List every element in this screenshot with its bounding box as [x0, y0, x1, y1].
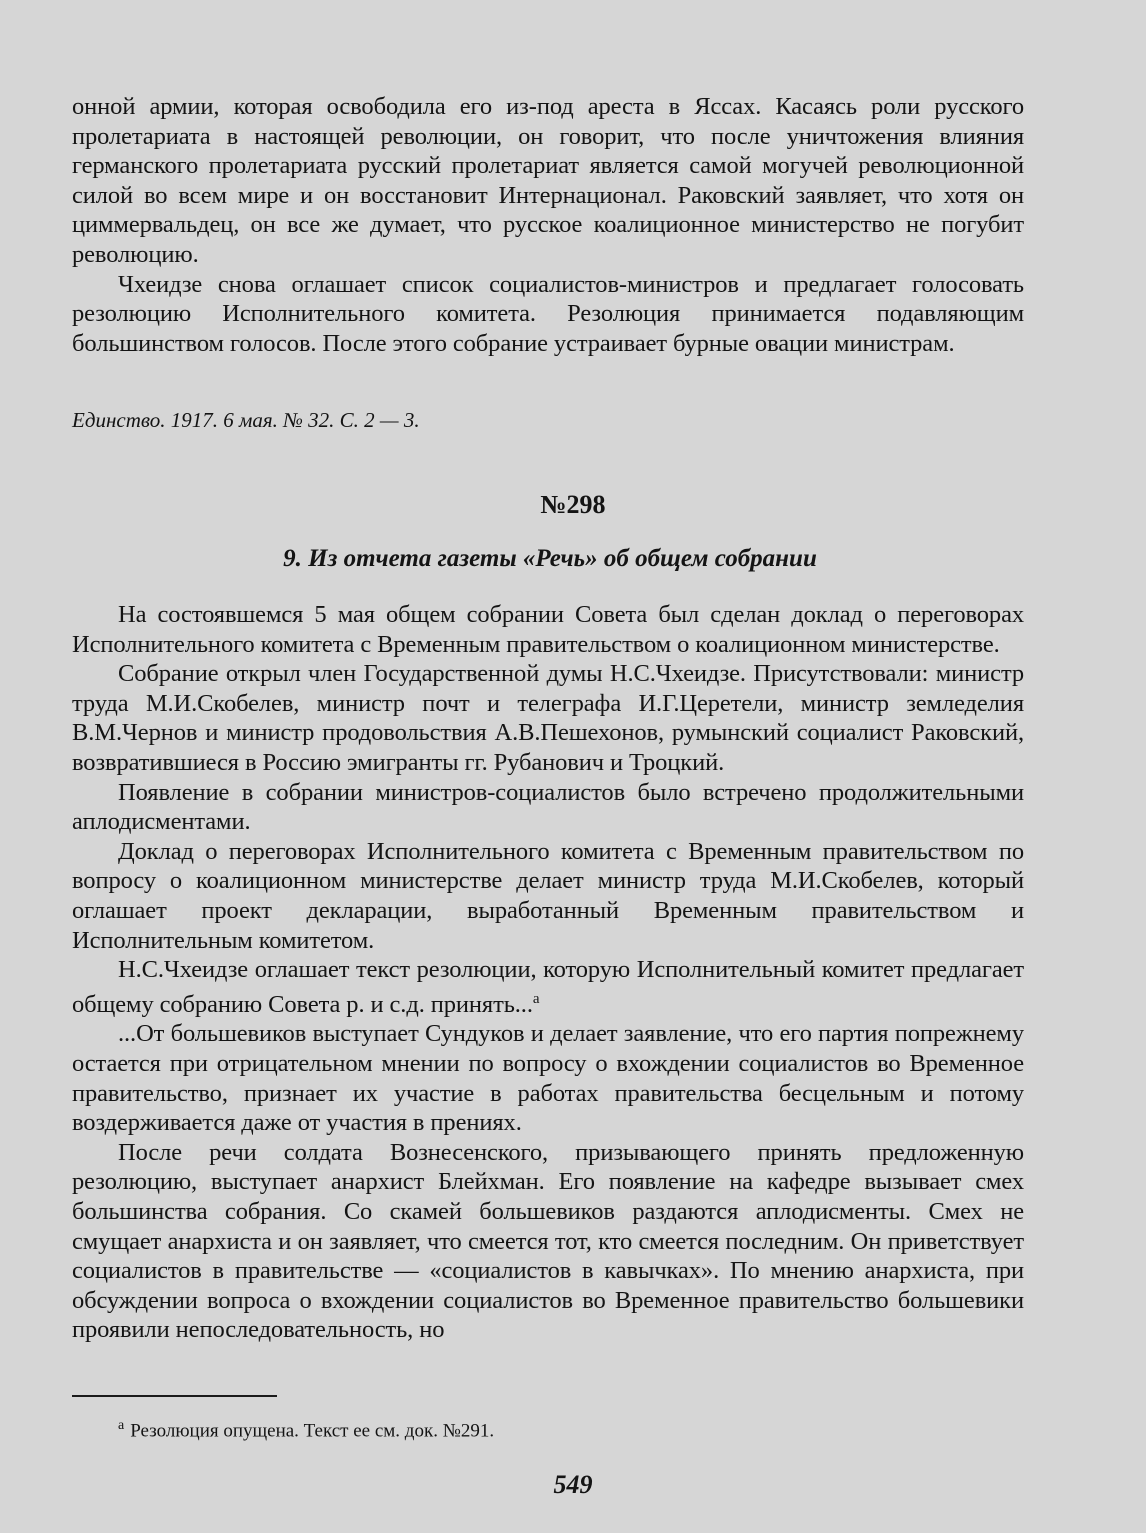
paragraph: Появление в собрании министров-социалистов было встречено продолжительными аплодисментами. [72, 778, 1024, 836]
paragraph: После речи солдата Вознесенского, призывающего принять предложенную резолюцию, выступает анархист Блейхман. Его появление на кафедре вызывает смех большинства собрания. Со скамей большевиков раздаются аплодисменты. Смех не смущает анархиста и он заявляет, что смеется тот, кто смеется последним. Он приветствует социалистов в правительстве — «социалистов в кавычках». По мнению анархиста, при обсуждении вопроса о вхождении социалистов во Временное правительство большевики проявили непоследовательность, но [72, 1138, 1024, 1344]
paragraph: ...От большевиков выступает Сундуков и делает заявление, что его партия попрежнему остается при отрицательном мнении по вопросу о вхождении социалистов во Временное правительство, признает их участие в работах правительства бесцельным и потому воздерживается даже от участия в прениях. [72, 1020, 1024, 1137]
source-citation: Единство. 1917. 6 мая. № 32. С. 2 — 3. [72, 408, 420, 432]
paragraph: Доклад о переговорах Исполнительного комитета с Временным правительством по вопросу о коалиционном министерстве делает министр труда М.И.Скобелев, который оглашает проект декларации, выработанный Временным правительством и Исполнительным комитетом. [72, 837, 1024, 954]
resolution-text: Н.С.Чхеидзе оглашает текст резолюции, которую Исполнительный комитет предлагает общему собранию Совета р. и с.д. принять... [72, 956, 1024, 1018]
footnote-reference[interactable]: a [532, 990, 540, 1007]
paragraph: онной армии, которая освободила его из-под ареста в Яссах. Касаясь роли русского пролетариата в настоящей революции, он говорит, что после уничтожения влияния германского пролетариата русский пролетариат является самой могучей революционной силой во всем мире и он восстановит Интернационал. Раковский заявляет, что хотя он циммервальдец, он все же думает, что русское коалиционное министерство не погубит революцию. [72, 93, 1024, 268]
footnote [118, 1418, 494, 1442]
footnote-text: Резолюция опущена. Текст ее см. док. №291. [130, 1420, 495, 1442]
main-text-block [72, 600, 1024, 1345]
paragraph: Чхеидзе снова оглашает список социалистов-министров и предлагает голосовать резолюцию Исполнительного комитета. Резолюция принимается подавляющим большинством голосов. После этого собрание устраивает бурные овации министрам. [72, 270, 1024, 357]
document-title: 9. Из отчета газеты «Речь» об общем собрании [283, 545, 817, 572]
footnote-mark: a [118, 1418, 125, 1433]
top-text-block [72, 92, 1024, 358]
footnote-divider [72, 1395, 277, 1397]
paragraph [72, 955, 1024, 1019]
paragraph: Собрание открыл член Государственной думы Н.С.Чхеидзе. Присутствовали: министр труда М.И.Скобелев, министр почт и телеграфа И.Г.Церетели, министр земледелия В.М.Чернов и министр продовольствия А.В.Пешехонов, румынский социалист Раковский, возвратившиеся в Россию эмигранты гг. Рубанович и Троцкий. [72, 660, 1024, 776]
page-number: 549 [553, 1470, 593, 1499]
paragraph: На состоявшемся 5 мая общем собрании Совета был сделан доклад о переговорах Исполнительного комитета с Временным правительством о коалиционном министерстве. [72, 601, 1024, 658]
document-number: №298 [540, 490, 606, 519]
